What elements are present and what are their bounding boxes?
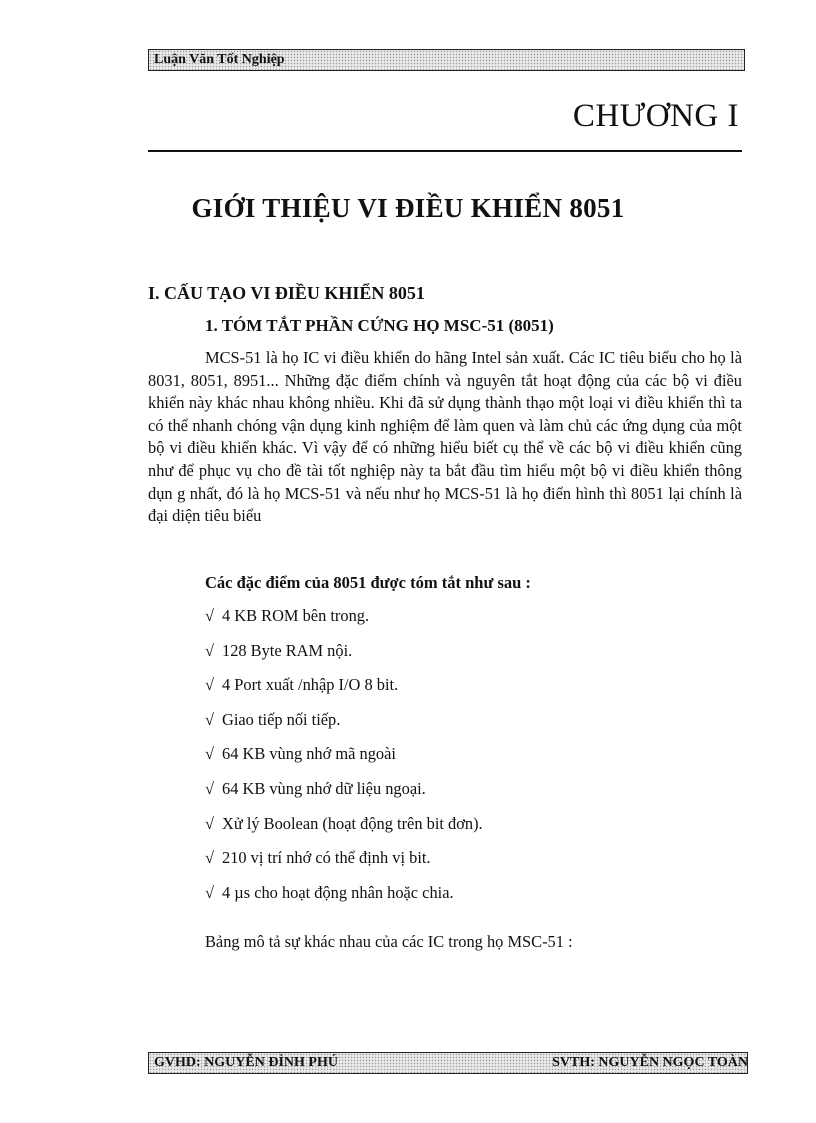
check-icon: √ — [205, 709, 214, 729]
list-item: √ 64 KB vùng nhớ mã ngoài — [205, 744, 396, 764]
features-list — [205, 606, 483, 917]
list-item: √ Xử lý Boolean (hoạt động trên bit đơn). — [205, 813, 483, 833]
header-title: Luận Văn Tốt Nghiệp — [154, 52, 285, 67]
check-icon: √ — [205, 606, 214, 625]
page-footer — [148, 1052, 748, 1074]
check-icon: √ — [205, 744, 214, 764]
footer-student: SVTH: NGUYỄN NGỌC TOÀN — [552, 1055, 748, 1070]
chapter-label: CHƯƠNG I — [572, 98, 739, 134]
list-item: √ 210 vị trí nhớ có thể định vị bit. — [205, 848, 431, 868]
check-icon: √ — [205, 675, 214, 695]
subsection-heading: 1. TÓM TẮT PHẦN CỨNG HỌ MSC-51 (8051) — [205, 316, 554, 335]
check-icon: √ — [205, 848, 214, 868]
check-icon: √ — [205, 778, 214, 798]
chapter-divider — [148, 150, 742, 152]
intro-paragraph: MCS-51 là họ IC vi điều khiển do hãng Intel sản xuất. Các IC tiêu biểu cho họ là 8031, 8051, 8951... Những đặc điểm chính và nguyên tắt hoạt động của các bộ vi điều khiển này khác nhau không nhiều. Khi đã sử dụng thành thạo một loại vi điều khiển thì ta có thể nhanh chóng vận dụng kinh nghiệm để làm quen và làm chủ các ứng dụng của một bộ vi điều khiển khác. Vì vậy để có những hiểu biết cụ thể về các bộ vi điều khiển cũng như để phục vụ cho đề tài tốt nghiệp này ta bắt đầu tìm hiểu một bộ vi điều khiển thông dụn g nhất, đó là họ MCS-51 và nếu như họ MCS-51 là họ điển hình thì 8051 lại chính là đại diện tiêu biểu — [148, 348, 742, 526]
list-item: √ 4 KB ROM bên trong. — [205, 606, 370, 625]
chapter-title: GIỚI THIỆU VI ĐIỀU KHIỂN 8051 — [191, 193, 625, 223]
list-item: √ 128 Byte RAM nội. — [205, 640, 353, 660]
section-heading: I. CẤU TẠO VI ĐIỀU KHIỂN 8051 — [148, 283, 425, 303]
features-heading: Các đặc điểm của 8051 được tóm tắt như sau : — [205, 573, 531, 592]
check-icon: √ — [205, 640, 214, 660]
check-icon: √ — [205, 813, 214, 833]
table-caption: Bảng mô tả sự khác nhau của các IC trong họ MSC-51 : — [205, 932, 573, 951]
footer-advisor: GVHD: NGUYỄN ĐÌNH PHÚ — [154, 1055, 338, 1070]
list-item: √ 4 µs cho hoạt động nhân hoặc chia. — [205, 882, 454, 902]
page-header — [148, 49, 745, 71]
check-icon: √ — [205, 882, 214, 902]
list-item: √ 4 Port xuất /nhập I/O 8 bit. — [205, 675, 399, 695]
list-item: √ Giao tiếp nối tiếp. — [205, 709, 341, 729]
list-item: √ 64 KB vùng nhớ dữ liệu ngoại. — [205, 778, 426, 798]
